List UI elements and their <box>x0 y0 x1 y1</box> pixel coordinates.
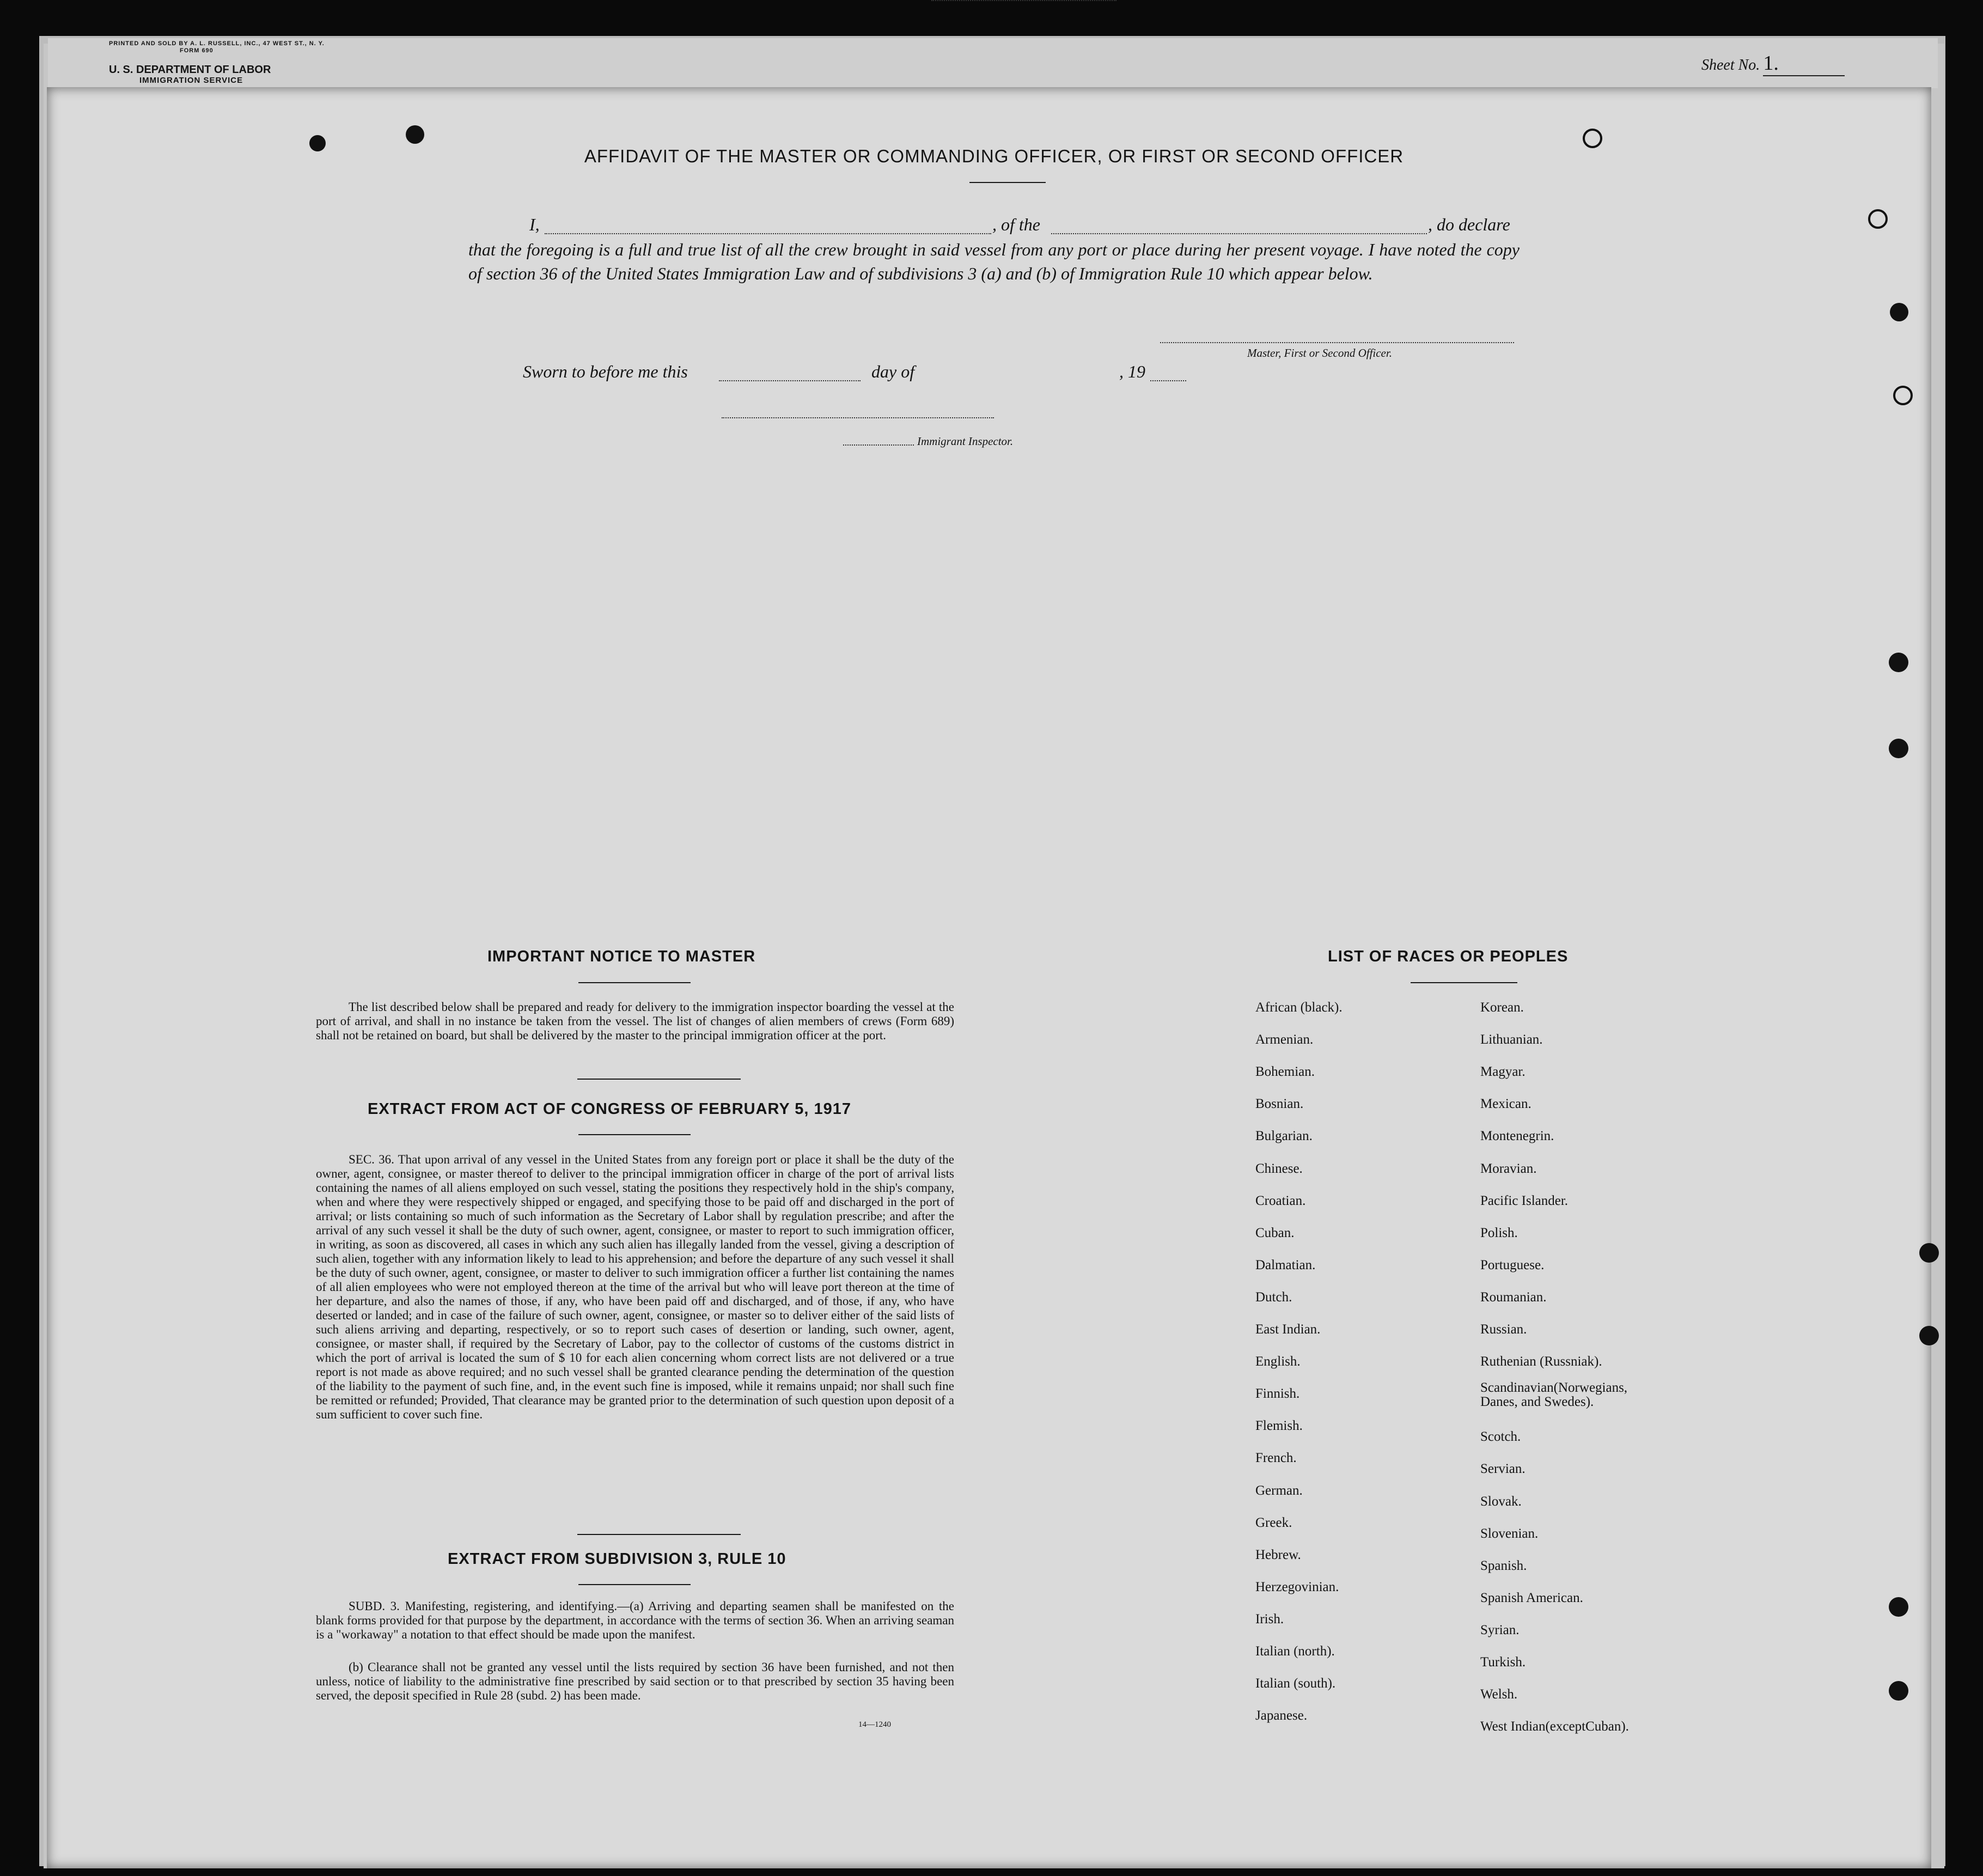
race-item: East Indian. <box>1255 1322 1321 1337</box>
act-title-rule <box>578 1134 691 1135</box>
punch-hole <box>1889 653 1908 672</box>
race-item: Bohemian. <box>1255 1064 1315 1080</box>
act-text <box>316 1153 954 1422</box>
race-item: Mexican. <box>1480 1097 1532 1112</box>
race-item: Bosnian. <box>1255 1097 1304 1112</box>
affidavit-body: that the foregoing is a full and true list of all the crew brought in said vessel from any port or place during her present voyage. I have noted the copy of section 36 of the United States Immigration Law and of subdivisions 3 (a) and (b) of Immigration Rule 10 which appear below. <box>468 240 1520 283</box>
race-item: Syrian. <box>1480 1622 1520 1637</box>
printer-text: PRINTED AND SOLD BY A. L. RUSSELL, INC., 47 WEST ST., N. Y. <box>109 40 325 47</box>
race-item: Spanish. <box>1480 1558 1527 1573</box>
race-item: Chinese. <box>1255 1161 1303 1176</box>
race-item: Scandinavian(Norwegians, Danes, and Swedes). <box>1480 1380 1628 1410</box>
race-item: Turkish. <box>1480 1655 1526 1670</box>
sworn-day: day of <box>871 362 915 381</box>
punch-hole <box>1919 1243 1939 1263</box>
inspector-caption: Immigrant Inspector. <box>917 435 1014 448</box>
vessel-blank[interactable] <box>1051 233 1427 234</box>
notice-title-rule <box>578 982 691 983</box>
rule-body-a: SUBD. 3. Manifesting, registering, and identifying.—(a) Arriving and departing seamen shall be manifested on the blank forms provided for that purpose by the department, in accordance with the terms of section 36. When an arriving seaman is a "workaway" a notation to that effect should be made upon the manifest. <box>316 1599 954 1641</box>
sworn-prefix: Sworn to before me this <box>523 362 688 381</box>
races-title-rule <box>1411 982 1517 983</box>
notice-text <box>316 1000 954 1043</box>
form-number: FORM 690 <box>180 47 213 54</box>
races-title: LIST OF RACES OR PEOPLES <box>1328 948 1569 965</box>
race-item: Cuban. <box>1255 1225 1295 1240</box>
line1-mid: , of the <box>992 215 1040 234</box>
master-signature-blank[interactable] <box>1160 342 1514 343</box>
race-item: Italian (north). <box>1255 1644 1335 1659</box>
race-item: German. <box>1255 1483 1303 1498</box>
race-item: Finnish. <box>1255 1386 1300 1402</box>
punch-ring <box>1893 386 1913 405</box>
name-blank[interactable] <box>545 233 991 234</box>
affidavit-title: AFFIDAVIT OF THE MASTER OR COMMANDING OFFICER, OR FIRST OR SECOND OFFICER <box>584 146 1404 166</box>
race-item: Hebrew. <box>1255 1547 1301 1562</box>
race-item: Dalmatian. <box>1255 1257 1316 1272</box>
rule-title: EXTRACT FROM SUBDIVISION 3, RULE 10 <box>448 1550 786 1568</box>
race-item: Croatian. <box>1255 1193 1306 1208</box>
race-item: African (black). <box>1255 1000 1343 1015</box>
race-item: Scotch. <box>1480 1429 1521 1445</box>
inspector-signature-blank[interactable] <box>722 417 994 418</box>
rule-title-rule <box>578 1584 691 1585</box>
race-item: Flemish. <box>1255 1418 1303 1434</box>
act-title: EXTRACT FROM ACT OF CONGRESS OF FEBRUARY 5, 1917 <box>368 1100 852 1118</box>
act-body: SEC. 36. That upon arrival of any vessel in the United States from any foreign port or place it shall be the duty of the owner, agent, consignee, or master thereof to deliver to the principal immigration officer in charge of the port of arrival lists containing the names of all aliens employed on such vessel, stating the positions they respectively hold in the ship's company, when and where they were respectively shipped or engaged, and specifying those to be paid off and discharged in the port of arrival; or lists containing so much of such information as the Secretary of Labor shall by regulation prescribe; and after the arrival of any such vessel it shall be the duty of such owner, agent, consignee, or master to report to such immigration officer, in writing, as soon as discovered, all cases in which any such alien has illegally landed from the vessel, giving a description of such alien, together with any information likely to lead to his apprehension; and before the departure of any such vessel it shall be the duty of such owner, agent, consignee, or master to deliver to such immigration officer a further list containing the names of all alien employees who were not employed thereon at the time of the arrival but who will leave port thereon at the time of her departure, and also the names of those, if any, who have been paid off and discharged, and of those, if any, who have deserted or landed; and in case of the failure of such owner, agent, consignee, or master so to deliver either of the said lists of such aliens arriving and departing, respectively, or so to report such cases of desertion or landing, such owner, agent, consignee, or master shall, if required by the Secretary of Labor, pay to the collector of customs of the customs district in which the port of arrival is located the sum of $ 10 for each alien concerning whom correct lists are not delivered or a true report is not made as above required; and no such vessel shall be granted clearance pending the determination of the question of the liability to the payment of such fine, and, in the event such fine is imposed, while it remains unpaid; nor shall such fine be remitted or refunded; Provided, That clearance may be granted prior to the determination of such question upon deposit of a sum sufficient to cover such fine. <box>316 1153 954 1421</box>
race-item: Montenegrin. <box>1480 1129 1554 1144</box>
form-code: 14—1240 <box>858 1720 891 1729</box>
punch-ring <box>1868 209 1888 229</box>
punch-hole <box>1889 739 1908 758</box>
race-item: Moravian. <box>1480 1161 1537 1176</box>
punch-hole <box>1889 1597 1908 1617</box>
race-item: Japanese. <box>1255 1708 1308 1723</box>
race-item: Pacific Islander. <box>1480 1193 1569 1208</box>
race-item: Lithuanian. <box>1480 1032 1543 1047</box>
punch-hole <box>1890 303 1908 321</box>
rule-body-b: (b) Clearance shall not be granted any vessel until the lists required by section 36 have been furnished, and not then unless, notice of liability to the administrative fine prescribed by said section or to that prescribed by section 35 having been served, the deposit specified in Rule 28 (subd. 2) has been made. <box>316 1660 954 1702</box>
master-caption: Master, First or Second Officer. <box>1247 346 1392 360</box>
department-block <box>109 64 271 86</box>
race-item: Polish. <box>1480 1225 1518 1240</box>
line1-prefix: I, <box>529 215 540 234</box>
printer-line <box>109 40 325 54</box>
title-underline <box>969 182 1046 183</box>
race-item: Slovenian. <box>1480 1526 1539 1541</box>
sworn-year-blank[interactable] <box>1150 380 1186 381</box>
race-item: Bulgarian. <box>1255 1129 1313 1144</box>
sheet-number <box>1701 51 1845 76</box>
race-item: English. <box>1255 1354 1301 1369</box>
line1-suffix: , do declare <box>1428 215 1510 234</box>
race-item: Ruthenian (Russniak). <box>1480 1354 1602 1369</box>
race-item: Spanish American. <box>1480 1590 1583 1605</box>
race-item: Korean. <box>1480 1000 1524 1015</box>
sworn-year: , 19 <box>1119 362 1145 381</box>
punch-hole <box>1889 1681 1908 1701</box>
punch-hole <box>1919 1326 1939 1345</box>
race-item: Greek. <box>1255 1515 1292 1530</box>
inspector-lead <box>843 444 914 446</box>
sheet-value: 1. <box>1763 51 1845 76</box>
sheet-label: Sheet No. <box>1701 57 1760 74</box>
race-item: Portuguese. <box>1480 1257 1545 1272</box>
race-item: French. <box>1255 1451 1297 1466</box>
race-item: Servian. <box>1480 1461 1526 1477</box>
service-name: IMMIGRATION SERVICE <box>139 76 243 85</box>
punch-hole <box>309 135 326 151</box>
race-item: Russian. <box>1480 1322 1527 1337</box>
sworn-month-blank[interactable] <box>931 0 1116 1</box>
sworn-day-blank[interactable] <box>719 380 861 381</box>
race-item: Herzegovinian. <box>1255 1579 1339 1594</box>
notice-title: IMPORTANT NOTICE TO MASTER <box>487 948 756 965</box>
notice-divider <box>577 1079 741 1080</box>
race-item: Roumanian. <box>1480 1289 1547 1305</box>
affidavit-line1 <box>529 215 540 235</box>
punch-hole <box>406 125 424 144</box>
race-item: Armenian. <box>1255 1032 1314 1047</box>
act-divider <box>577 1534 741 1535</box>
race-item: Italian (south). <box>1255 1676 1336 1691</box>
rule-text-a <box>316 1599 954 1642</box>
department-name: U. S. DEPARTMENT OF LABOR <box>109 64 271 76</box>
race-item: Slovak. <box>1480 1494 1522 1509</box>
race-item: Welsh. <box>1480 1687 1518 1702</box>
header-strip <box>48 38 1938 88</box>
punch-ring <box>1583 129 1602 148</box>
race-item: West Indian(exceptCuban). <box>1480 1719 1629 1734</box>
notice-body: The list described below shall be prepared and ready for delivery to the immigration inspector boarding the vessel at the port of arrival, and shall in no instance be taken from the vessel. The list of changes of alien members of crews (Form 689) shall not be retained on board, but shall be delivered by the master to the principal immigration officer at the port. <box>316 1000 954 1042</box>
rule-text-b <box>316 1660 954 1703</box>
race-item: Irish. <box>1255 1611 1284 1627</box>
race-item: Magyar. <box>1480 1064 1526 1080</box>
race-item: Dutch. <box>1255 1289 1292 1305</box>
